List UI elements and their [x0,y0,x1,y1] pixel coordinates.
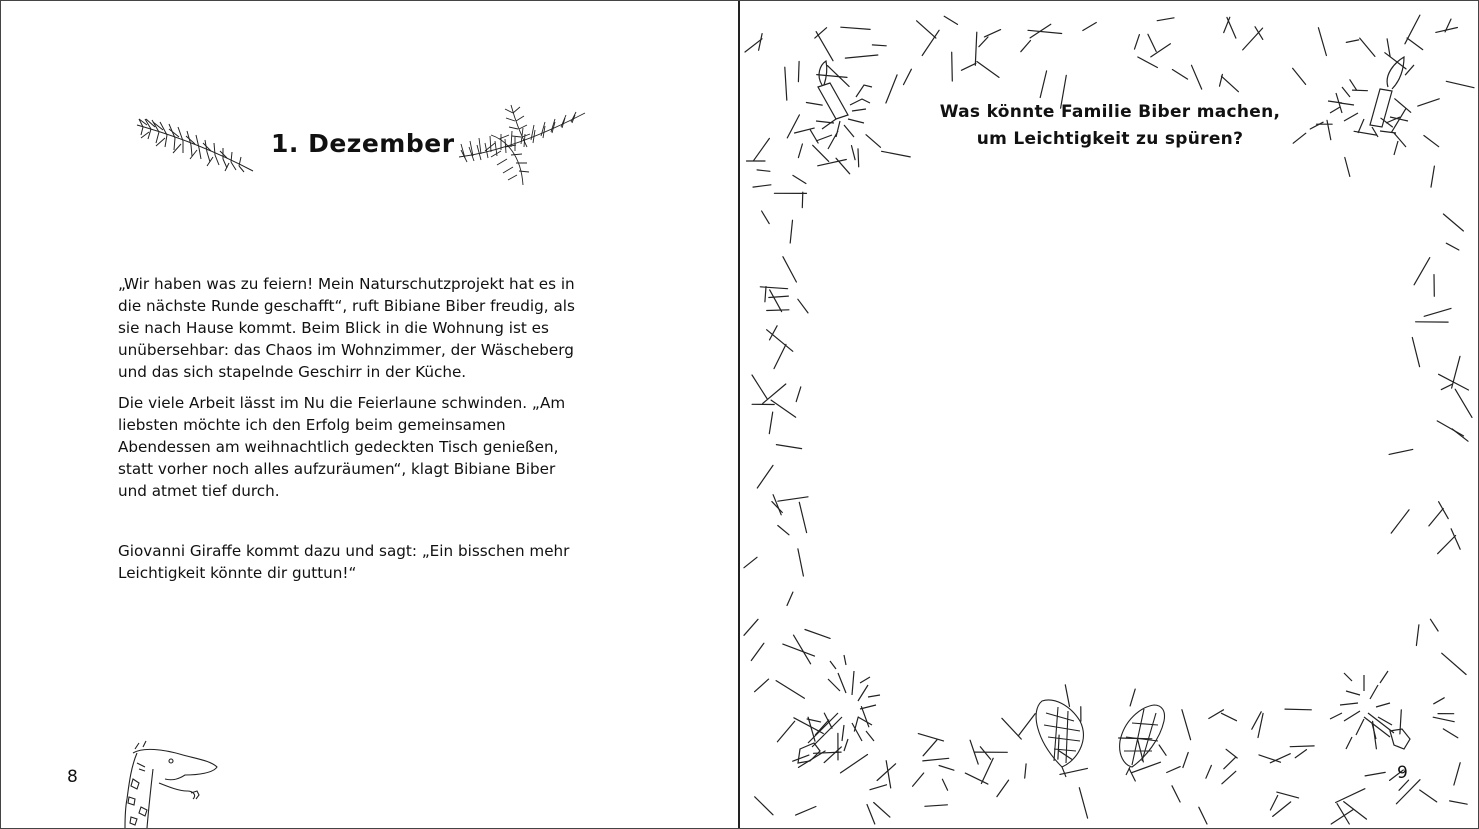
pine-needle [1396,780,1420,804]
page-number-right: 9 [1397,763,1408,783]
pine-needle [1400,710,1401,734]
pine-needle [767,310,789,311]
pine-needle [997,780,1009,797]
pine-needle [952,52,953,81]
pine-needle [977,62,999,78]
pine-needle [1002,718,1021,739]
pine-needle [777,721,794,742]
pine-needle [861,707,868,727]
pine-needle [1443,214,1463,231]
pine-cone-icon [1036,700,1083,777]
pine-needle [1183,753,1188,768]
pine-needle [1148,34,1156,51]
pine-needle [1083,23,1097,31]
pine-needle [1224,17,1230,32]
pine-needle [1424,136,1439,147]
pine-needle [767,330,793,352]
pine-needle [1437,421,1463,436]
pine-needle [872,45,886,46]
pine-needle [1450,801,1468,804]
pine-needle [798,62,799,82]
pine-needle [1414,258,1430,285]
question-line-1: Was könnte Familie Biber machen, [939,102,1281,122]
pine-needle [1327,120,1331,139]
pine-needle [757,465,773,488]
pine-needle [1441,384,1452,390]
chapter-title: 1. Dezember [271,129,455,158]
pine-needle [1446,81,1474,87]
pine-needle [1182,710,1191,740]
pine-needle [965,773,988,784]
pine-needle [783,644,815,656]
pine-needle [1407,38,1423,50]
pine-needle [816,32,833,61]
pine-needle [1295,750,1306,758]
pine-needle [1273,802,1291,817]
pine-needle [774,344,786,368]
pine-needle [1259,755,1281,762]
pine-needle [1157,18,1174,21]
pine-cone-icon [1120,705,1165,775]
pine-needle [961,63,976,70]
pine-needle [1199,807,1207,824]
left-page [1,1,738,828]
pine-needle [790,220,792,243]
pine-needle [1040,71,1046,98]
pine-needle [1243,28,1263,50]
paragraph-1: „Wir haben was zu feiern! Mein Naturschutzprojekt hat es in die nächste Runde geschafft“, ruft Bibiane Biber freudig, als sie nach Hause kommt. Beim Blick in die Wohnung ist es unübersehbar: das Chaos im Wohnzimmer, der Wäscheberg und das sich stapelnde Geschirr in der Küche. [118,275,575,381]
pine-needle [845,55,878,58]
pine-needle [1346,40,1358,43]
paragraph-3: Giovanni Giraffe kommt dazu und sagt: „Ein bisschen mehr Leichtigkeit könnte dir guttun!“ [118,542,570,582]
pine-needle [755,797,773,815]
pine-needle [1391,510,1409,533]
pine-needle [1224,758,1236,769]
pine-needle [1227,17,1236,38]
pine-needle [757,170,770,171]
pine-needle [813,145,829,161]
pine-needle [1442,653,1466,674]
pine-needle [1079,788,1087,818]
pine-needle [1226,749,1237,758]
story-text [118,273,588,593]
pine-needle [1172,786,1180,802]
pine-needle [1270,796,1277,811]
pine-needle [841,755,868,773]
pine-needle [1172,70,1187,80]
pine-needle [1395,99,1411,113]
pine-needle [806,103,822,106]
pine-needle [744,557,757,567]
pine-needle [1433,717,1454,722]
pine-needle [793,175,806,183]
pine-needle [1405,65,1413,75]
trowel-icon [798,655,880,763]
pine-needle [765,287,766,302]
pine-needle [1192,65,1202,89]
pine-needle [882,151,911,157]
fir-sprig-icon [451,95,591,187]
pine-needle [981,758,993,783]
pine-needle [752,375,767,399]
pine-needle [770,290,782,312]
trowel-icon [1330,671,1410,749]
pine-needle [1429,509,1443,526]
pine-needle [751,643,764,660]
pine-needle [886,75,897,103]
pine-needle [1167,767,1181,773]
pine-needle [1277,792,1299,798]
pine-needle [1434,698,1445,704]
pine-needle [817,75,847,78]
giraffe-illustration [113,739,223,828]
pine-needle [778,526,789,535]
pine-needle [753,185,771,187]
pine-needle [1350,80,1357,90]
pine-needle [755,679,769,692]
pine-needle [744,619,758,635]
pine-needle [1206,765,1212,778]
pine-needle [870,785,887,790]
pine-needle [753,138,769,160]
pine-needle [1387,39,1390,57]
pine-needle [1129,769,1135,782]
pine-needle [798,144,802,158]
pine-needle [1209,710,1224,719]
pine-needle [1443,729,1458,738]
pine-needle [1344,802,1367,820]
pine-needle [1270,754,1290,763]
pine-needle [1353,90,1368,91]
pine-needle [979,37,988,47]
pine-needle [799,502,806,532]
pine-needle [763,384,786,403]
pine-needle [1438,536,1456,554]
pine-needle [1159,745,1166,755]
pine-needle [1430,619,1438,631]
pine-needle [796,387,801,402]
pine-needle [776,681,804,699]
pine-needle [769,296,789,297]
pine-needle [1336,789,1365,803]
pine-needle [867,805,875,825]
paragraph-2: Die viele Arbeit lässt im Nu die Feierlaune schwinden. „Am liebsten möchte ich den Erfolg beim gemeinsamen Abendessen am weihnachtlich gedeckten Tisch genießen, statt vorher noch alles aufzuräumen“, klagt Bibiane Biber und atmet tief durch. [118,394,566,500]
pine-needle [1420,790,1437,802]
pine-needle [798,299,808,313]
prompt-question [910,99,1310,153]
pine-needle [923,740,937,756]
pine-needle [980,747,990,760]
pine-needle [1059,751,1072,760]
pine-needle [1424,308,1451,316]
pine-needle [874,803,890,818]
pine-needle [1138,57,1158,68]
pine-needle [1028,30,1062,33]
pine-needle [1389,449,1413,454]
pine-needle [1412,338,1419,367]
pine-needle [793,755,809,761]
pine-needle [1135,35,1140,50]
pine-needle [762,211,770,224]
pine-needle [783,257,797,282]
pine-needle [1293,68,1306,84]
pine-needle [1439,374,1469,390]
pine-needle [841,27,870,29]
chapter-heading [133,93,593,193]
pine-needle [1360,38,1375,56]
pine-needle [1025,764,1026,778]
candle-icon [816,61,872,149]
pine-needle [796,807,816,816]
pine-needle [1365,772,1385,776]
pine-needle [778,497,808,501]
pine-needle [1418,99,1439,106]
pine-needle [1018,714,1035,736]
right-page [740,1,1478,828]
pine-needle [886,761,891,788]
pine-needle [852,146,856,160]
pine-needle [923,758,949,761]
pine-needle [866,135,881,148]
pine-needle [1221,76,1238,92]
pine-needle [904,69,912,84]
pine-needle [787,592,793,605]
pine-needle [802,192,803,207]
pine-needle [759,34,763,51]
pine-needle [1345,158,1350,177]
pine-needle [1285,709,1311,710]
pine-needle [942,779,947,790]
pine-needle [975,32,977,65]
pine-needle [1130,689,1135,706]
pine-needle [805,630,830,639]
pine-needle [1318,28,1326,56]
pine-needle [1021,41,1031,52]
pine-needle [771,400,796,417]
pine-needle [798,549,804,576]
pine-needle [877,764,896,781]
pine-needle [1454,763,1460,785]
pine-needle [776,445,801,449]
pine-needle [760,287,787,289]
pine-needle [1416,625,1419,646]
pine-needle [1354,131,1377,135]
pine-needle [769,412,772,434]
pine-needle [1405,15,1420,44]
pine-needle [1290,746,1314,747]
pine-needle [1065,685,1069,707]
pine-needle [917,21,936,38]
pine-needle [925,805,948,807]
pine-needle [787,115,799,138]
fir-branch-icon [133,105,258,175]
pine-needle [1222,771,1236,784]
pine-needle [1431,166,1434,187]
pine-needle [785,67,787,100]
pine-needle [984,30,1000,37]
candle-icon [1328,57,1408,155]
pine-needle [824,747,841,763]
pine-needle [939,766,954,771]
pine-needle [858,149,859,167]
pine-needle [944,16,957,24]
question-line-2: um Leichtigkeit zu spüren? [976,129,1244,149]
page-number-left: 8 [67,767,78,787]
pine-needle [1310,122,1323,129]
pine-needle [1446,243,1459,250]
pine-needle [1439,502,1449,519]
pine-needle [1222,713,1237,720]
pine-needle [918,734,943,741]
pine-needle [1455,389,1472,417]
pine-needle [913,773,924,786]
